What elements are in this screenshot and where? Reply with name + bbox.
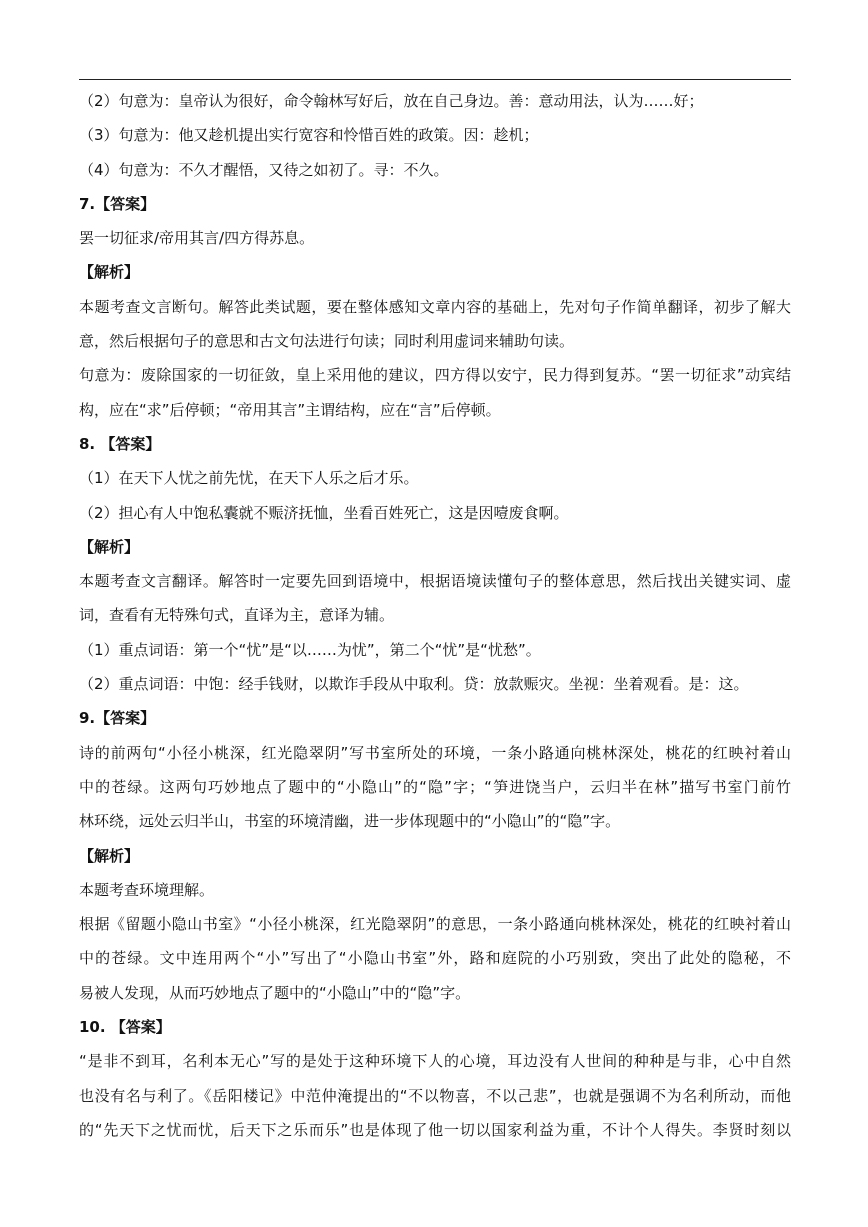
- text-line: 本题考查环境理解。: [79, 880, 215, 899]
- text-line: 易被人发现，从而巧妙地点了题中的“小隐山”中的“隐”字。: [79, 983, 471, 1002]
- text-line: （2）重点词语：中饱：经手钱财，以欺诈手段从中取利。贷：放款赈灾。坐视：坐着观看。是：这。: [79, 675, 749, 694]
- text-line: 林环绕，远处云归半山，书室的环境清幽，进一步体现题中的“小隐山”的“隐”字。: [79, 812, 621, 831]
- text-line: 词，查看有无特殊句式，直译为主，意译为辅。: [79, 606, 395, 625]
- text-line: 中的苍绿。这两句巧妙地点了题中的“小隐山”的“隐”字；“笋进饶当户，云归半在林”描写书室门前竹: [79, 777, 791, 796]
- text-line: （2）担心有人中饱私囊就不赈济抚恤，坐看百姓死亡，这是因噎废食啊。: [79, 503, 569, 522]
- text-line: 诗的前两句“小径小桃深，红光隐翠阴”写书室所处的环境，一条小路通向桃林深处，桃花的红映衬着山: [79, 743, 791, 762]
- section-heading: 9.【答案】: [79, 709, 156, 728]
- text-line: （4）句意为：不久才醒悟，又待之如初了。寻：不久。: [79, 160, 449, 179]
- text-line: （1）在天下人忧之前先忧，在天下人乐之后才乐。: [79, 469, 419, 488]
- document-body: [79, 84, 791, 1147]
- text-line: 也没有名与利了。《岳阳楼记》中范仲淹提出的“不以物喜，不以己悲”，也就是强调不为名利所动，而他: [79, 1086, 791, 1105]
- section-heading: 8. 【答案】: [79, 434, 161, 453]
- text-line: （1）重点词语：第一个“忧”是“以……为忧”，第二个“忧”是“忧愁”。: [79, 640, 541, 659]
- text-line: （3）句意为：他又趁机提出实行宽容和怜惜百姓的政策。因：趁机；: [79, 126, 539, 145]
- section-heading: 【解析】: [79, 846, 140, 865]
- section-heading: 【解析】: [79, 537, 140, 556]
- text-line: 中的苍绿。文中连用两个“小”写出了“小隐山书室”外，路和庭院的小巧别致，突出了此处的隐秘，不: [79, 949, 791, 968]
- text-line: 的“先天下之忧而忧，后天下之乐而乐”也是体现了他一切以国家利益为重，不计个人得失。李贤时刻以: [79, 1120, 791, 1139]
- text-line: （2）句意为：皇帝认为很好，命令翰林写好后，放在自己身边。善：意动用法，认为……好；: [79, 92, 704, 110]
- section-heading: 10. 【答案】: [79, 1018, 171, 1037]
- text-line: “是非不到耳，名利本无心”写的是处于这种环境下人的心境，耳边没有人世间的种种是与非，心中自然: [79, 1052, 791, 1071]
- text-line: 句意为：废除国家的一切征敛，皇上采用他的建议，四方得以安宁，民力得到复苏。“罢一切征求”动宾结: [79, 366, 791, 385]
- section-heading: 7.【答案】: [79, 194, 156, 213]
- text-line: 罢一切征求/帝用其言/四方得苏息。: [79, 229, 315, 248]
- text-line: 构，应在“求”后停顿；“帝用其言”主谓结构，应在“言”后停顿。: [79, 400, 501, 419]
- section-heading: 【解析】: [79, 263, 140, 282]
- text-line: 本题考查文言断句。解答此类试题，要在整体感知文章内容的基础上，先对句子作简单翻译，初步了解大: [79, 297, 791, 316]
- text-line: 本题考查文言翻译。解答时一定要先回到语境中，根据语境读懂句子的整体意思，然后找出关键实词、虚: [79, 572, 791, 591]
- text-line: 意，然后根据句子的意思和古文句法进行句读；同时利用虚词来辅助句读。: [79, 332, 575, 351]
- text-line: 根据《留题小隐山书室》“小径小桃深，红光隐翠阴”的意思，一条小路通向桃林深处，桃花的红映衬着山: [79, 915, 791, 934]
- header-rule: [79, 79, 791, 80]
